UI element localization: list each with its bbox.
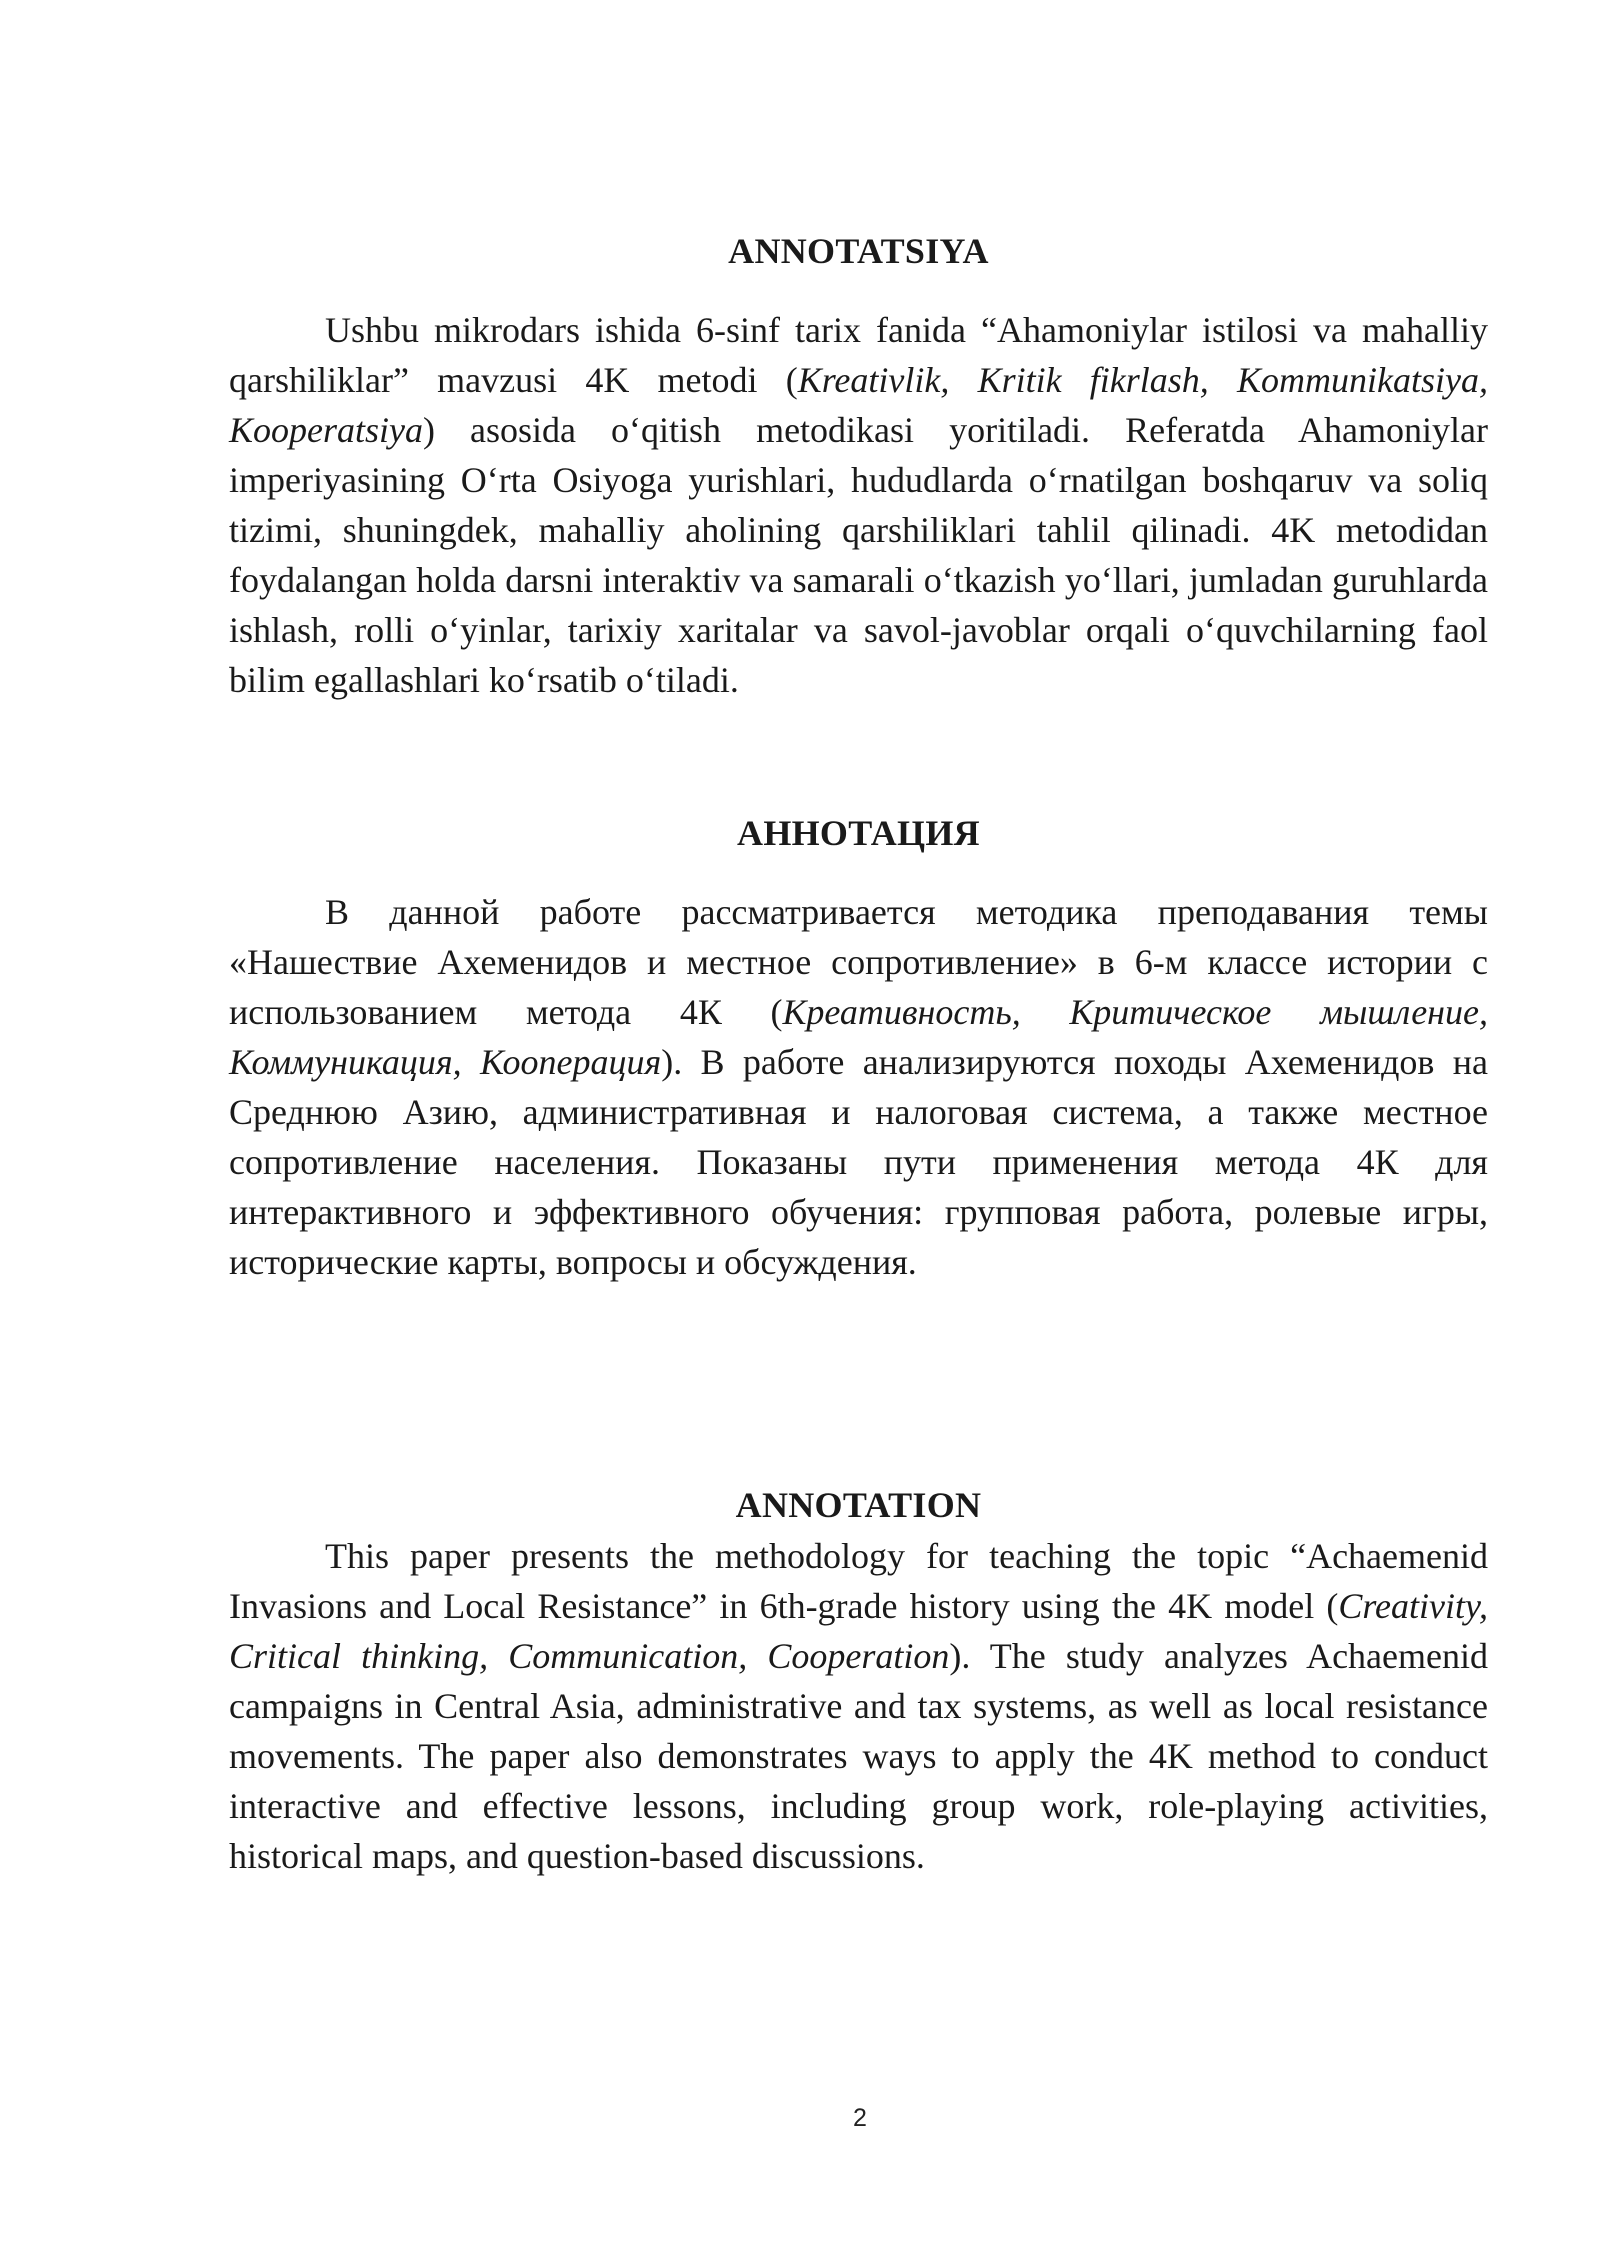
english-annotation-heading: ANNOTATION [735, 1485, 982, 1525]
russian-text-part-1: В данной работе рассматривается методика преподавания темы «Нашествие Ахеменидов и местное сопротивление» в 6-м классе истории с использованием метода 4К ( [229, 892, 1488, 1032]
uzbek-annotation-section [229, 226, 1488, 705]
english-annotation-section [229, 1480, 1488, 1881]
uzbek-annotation-text [229, 305, 1488, 705]
uzbek-text-italic: Kreativlik, Kritik fikrlash, Kommunikatsiya, Kooperatsiya [229, 360, 1488, 450]
uzbek-text-part-2: ) asosida oʻqitish metodikasi yoritiladi. Referatda Ahamoniylar imperiyasining Oʻrta Osiyoga yurishlari, hududlarda oʻrnatilgan boshqaruv va soliq tizimi, shuningdek, mahalliy aholining qarshiliklari tahlil qilinadi. 4K metodidan foydalangan holda darsni interaktiv va samarali oʻtkazish yoʻllari, jumladan guruhlarda ishlash, rolli oʻyinlar, tarixiy xaritalar va savol-javoblar orqali oʻquvchilarning faol bilim egallashlari koʻrsatib oʻtiladi. [229, 410, 1488, 700]
uzbek-text-part-1: Ushbu mikrodars ishida 6-sinf tarix fanida “Ahamoniylar istilosi va mahalliy qarshiliklar” mavzusi 4K metodi ( [229, 310, 1488, 400]
english-annotation-text [229, 1531, 1488, 1881]
russian-annotation-section [229, 808, 1488, 1287]
russian-text-italic: Креативность, Критическое мышление, Коммуникация, Кооперация [229, 992, 1489, 1082]
english-text-part-2: ). The study analyzes Achaemenid campaigns in Central Asia, administrative and tax systems, as well as local resistance movements. The paper also demonstrates ways to apply the 4K method to conduct interactive and effective lessons, including group work, role-playing activities, historical maps, and question-based discussions. [229, 1636, 1488, 1876]
russian-annotation-heading: АННОТАЦИЯ [737, 813, 980, 853]
russian-annotation-text [229, 887, 1488, 1287]
russian-text-part-2: ). В работе анализируются походы Ахеменидов на Среднюю Азию, административная и налоговая система, а также местное сопротивление населения. Показаны пути применения метода 4К для интерактивного и эффективного обучения: групповая работа, ролевые игры, исторические карты, вопросы и обсуждения. [229, 1042, 1488, 1282]
page-number: 2 [853, 2104, 867, 2132]
uzbek-annotation-heading: ANNOTATSIYA [728, 231, 989, 271]
english-text-italic: Creativity, Critical thinking, Communication, Cooperation [229, 1586, 1488, 1676]
english-text-part-1: This paper presents the methodology for teaching the topic “Achaemenid Invasions and Local Resistance” in 6th-grade history using the 4K model ( [229, 1536, 1488, 1626]
